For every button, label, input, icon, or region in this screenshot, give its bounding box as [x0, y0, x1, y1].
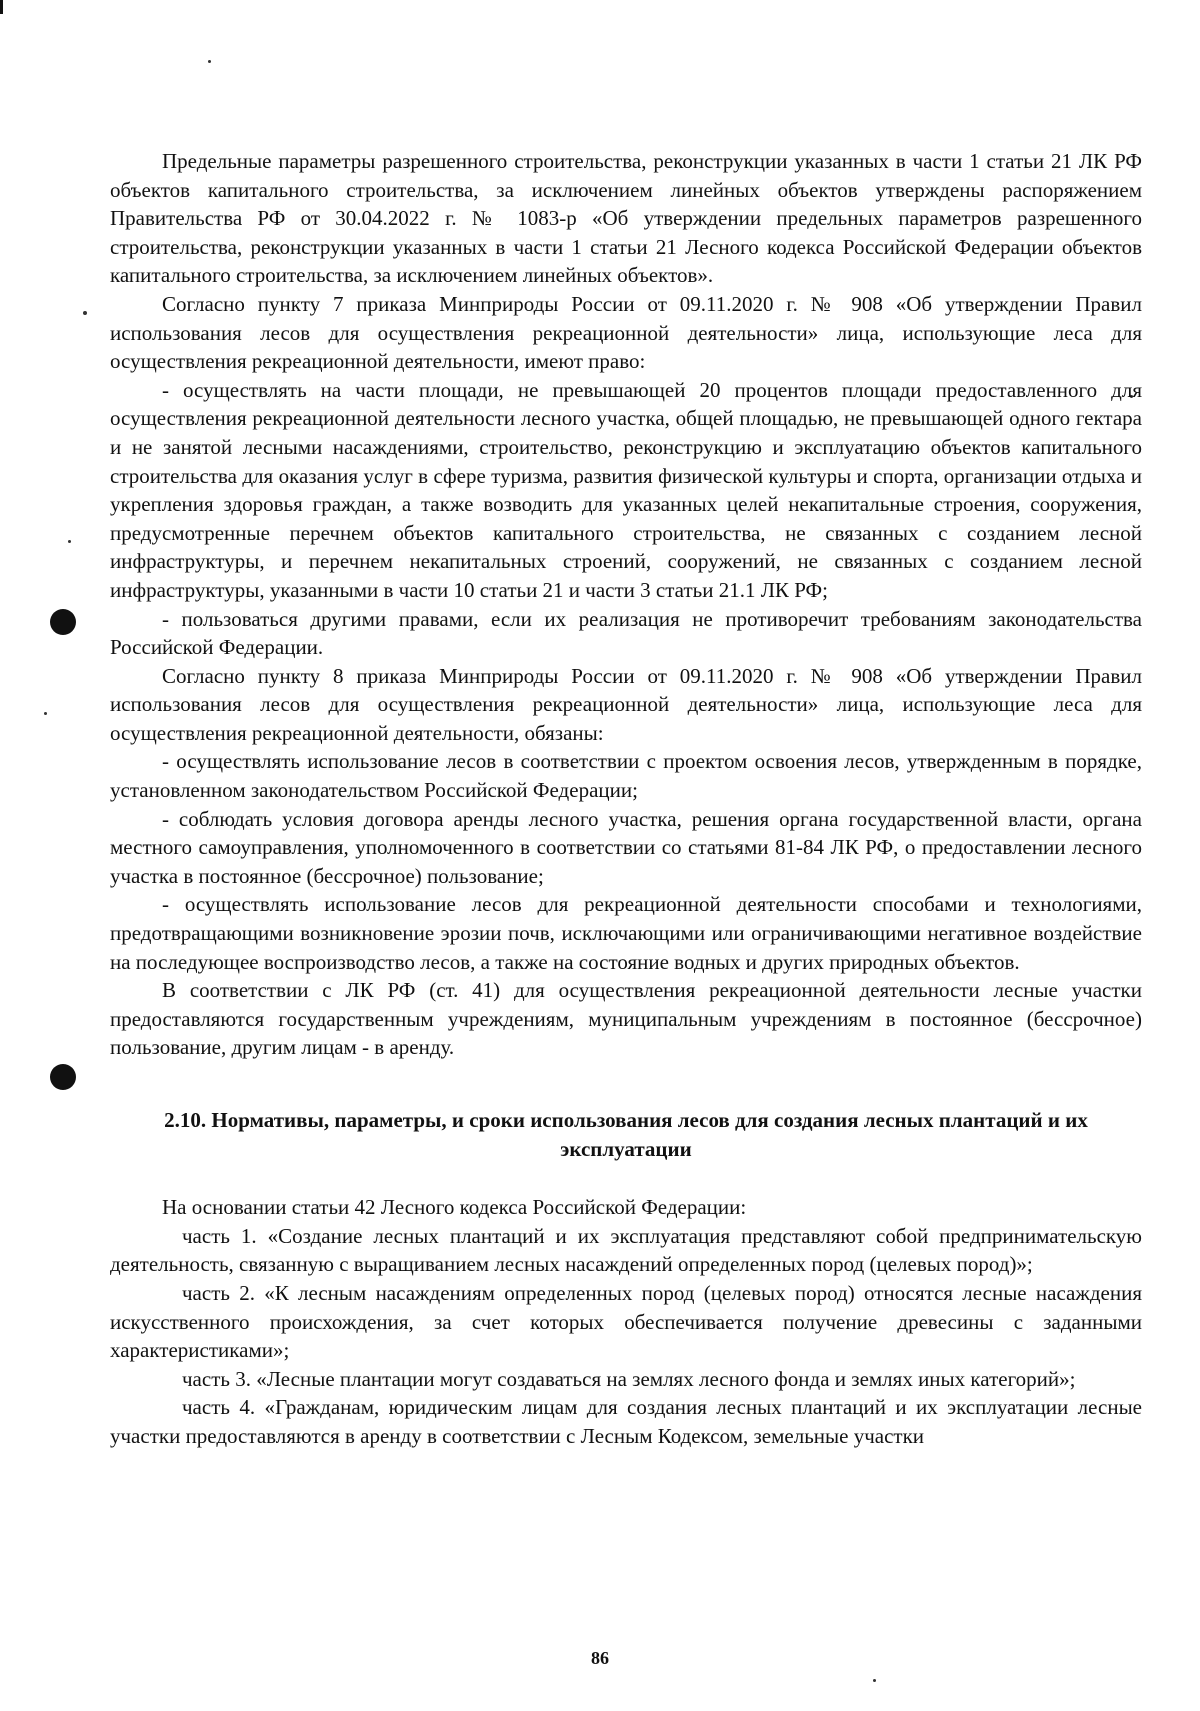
- paragraph: Согласно пункту 7 приказа Минприроды России от 09.11.2020 г. № 908 «Об утверждении Правил использования лесов для осуществления рекреационной деятельности» лица, использующие леса для осуществления рекреационной деятельности, имеют право:: [110, 291, 1142, 374]
- paragraph: В соответствии с ЛК РФ (ст. 41) для осуществления рекреационной деятельности лесные участки предоставляются государственным учреждениям, муниципальным учреждениям в постоянное (бессрочное) пользование, другим лицам - в аренду.: [110, 978, 1142, 1060]
- law-quote: часть 3. «Лесные плантации могут создаваться на землях лесного фонда и землях иных категорий»;: [182, 1366, 1076, 1391]
- scan-speck: [83, 311, 87, 315]
- list-item: - пользоваться другими правами, если их реализация не противоречит требованиям законодательства Российской Федерации.: [110, 606, 1142, 660]
- section-after-heading: [110, 1193, 1142, 1450]
- paragraph: На основании статьи 42 Лесного кодекса Российской Федерации:: [162, 1195, 747, 1220]
- scan-speck: [44, 712, 47, 715]
- list-item: - осуществлять использование лесов для рекреационной деятельности способами и технологиями, предотвращающими возникновение эрозии почв, исключающими или ограничивающими негативное воздействие на последующее воспроизводство лесов, а также на состояние водных и других природных объектов.: [110, 892, 1142, 974]
- section-before-heading: [110, 147, 1142, 1062]
- punch-hole-lower: [50, 1064, 76, 1090]
- list-item: - осуществлять использование лесов в соответствии с проектом освоения лесов, утвержденным в порядке, установленном законодательством Российской Федерации;: [110, 749, 1142, 803]
- law-quote: часть 1. «Создание лесных плантаций и их эксплуатация представляют собой предпринимательскую деятельность, связанную с выращиванием лесных насаждений определенных пород (целевых пород)»;: [110, 1223, 1142, 1277]
- punch-hole-upper: [50, 609, 76, 635]
- scan-speck: [68, 540, 71, 543]
- scan-speck: [208, 60, 211, 63]
- law-quote: часть 2. «К лесным насаждениям определенных пород (целевых пород) относятся лесные насаждения искусственного происхождения, за счет которых обеспечивается получение древесины с заданными характеристиками»;: [110, 1280, 1142, 1363]
- scan-speck: [873, 1679, 876, 1682]
- document-body: [110, 147, 1142, 1451]
- paragraph: Предельные параметры разрешенного строительства, реконструкции указанных в части 1 статьи 21 ЛК РФ объектов капитального строительства, за исключением линейных объектов утверждены распоряжением Правительства РФ от 30.04.2022 г. № 1083-р «Об утверждении предельных параметров разрешенного строительства, реконструкции указанных в части 1 статьи 21 Лесного кодекса Российской Федерации объектов капитального строительства, за исключением линейных объектов».: [110, 149, 1142, 288]
- page-number: 86: [591, 1648, 609, 1668]
- list-item: - осуществлять на части площади, не превышающей 20 процентов площади предоставленного для осуществления рекреационной деятельности лесного участка, общей площадью, не превышающей одного гектара и не занятой лесными насаждениями, строительство, реконструкцию и эксплуатацию объектов капитального строительства для оказания услуг в сфере туризма, развития физической культуры и спорта, организации отдыха и укрепления здоровья граждан, а также возводить для указанных целей некапитальные строения, сооружения, предусмотренные перечнем объектов капитального строительства, не связанных с созданием лесной инфраструктуры, и перечнем некапитальных строений, сооружений, не связанных с созданием лесной инфраструктуры, указанными в части 10 статьи 21 и части 3 статьи 21.1 ЛК РФ;: [110, 377, 1142, 602]
- paragraph: Согласно пункту 8 приказа Минприроды России от 09.11.2020 г. № 908 «Об утверждении Правил использования лесов для осуществления рекреационной деятельности» лица, использующие леса для осуществления рекреационной деятельности, обязаны:: [110, 663, 1142, 745]
- section-heading: 2.10. Нормативы, параметры, и сроки использования лесов для создания лесных плантаций и их эксплуатации: [164, 1108, 1088, 1161]
- list-item: - соблюдать условия договора аренды лесного участка, решения органа государственной власти, органа местного самоуправления, уполномоченного в соответствии со статьями 81-84 ЛК РФ, о предоставлении лесного участка в постоянное (бессрочное) пользование;: [110, 806, 1142, 888]
- scan-corner-mark: [0, 0, 3, 14]
- law-quote: часть 4. «Гражданам, юридическим лицам для создания лесных плантаций и их эксплуатации лесные участки предоставляются в аренду в соответствии с Лесным Кодексом, земельные участки: [110, 1395, 1142, 1448]
